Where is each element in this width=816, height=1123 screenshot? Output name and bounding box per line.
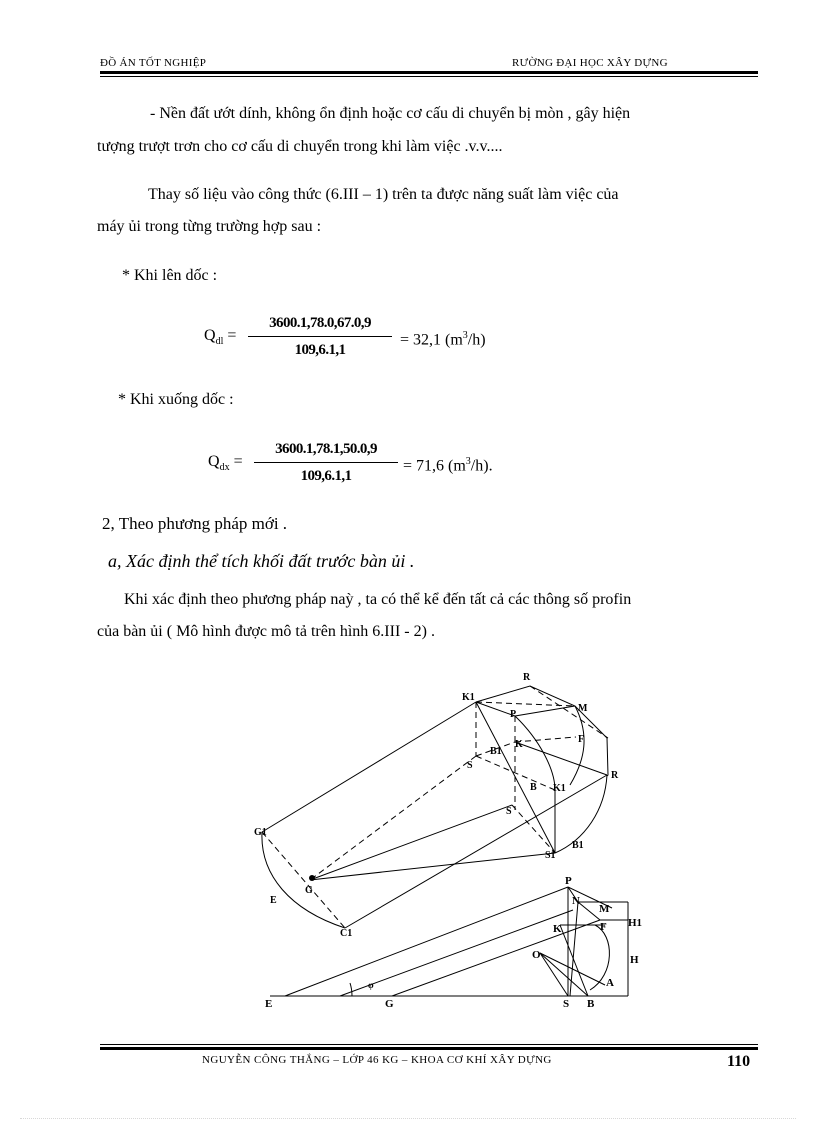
footer-text: NGUYỄN CÔNG THẮNG – LỚP 46 KG – KHOA CƠ KHÍ XÂY DỰNG bbox=[202, 1054, 552, 1066]
figure-phi-arc bbox=[350, 983, 352, 996]
label-r-right: R bbox=[611, 770, 619, 781]
figure-slope-line-1 bbox=[285, 887, 568, 996]
paragraph-1-line-2: tượng trượt trơn cho cơ cấu di chuyển trong khi làm việc .v.v.... bbox=[97, 138, 503, 155]
formula-1-unit-sup: 3 bbox=[462, 330, 468, 341]
formula-2-denominator: 109,6.1,1 bbox=[300, 468, 352, 484]
section-heading: 2, Theo phương pháp mới . bbox=[102, 514, 288, 533]
formula-1-denominator: 109,6.1,1 bbox=[294, 342, 346, 358]
formula-1-fraction-bar bbox=[248, 336, 392, 337]
label-r-top: R bbox=[523, 672, 531, 683]
label-k1: K1 bbox=[462, 692, 475, 703]
formula-2-unit-sup: 3 bbox=[465, 456, 471, 467]
figure-outline-top bbox=[476, 686, 608, 776]
label-m: M bbox=[578, 703, 588, 714]
formula-1-unit-tail: /h) bbox=[467, 331, 486, 349]
page-bottom-border bbox=[20, 1118, 796, 1119]
figure-point-g1 bbox=[309, 875, 315, 881]
figure-k-to-b bbox=[560, 925, 588, 996]
paragraph-2-line-2: máy ủi trong từng trường hợp sau : bbox=[97, 218, 322, 235]
figure-blade-model bbox=[0, 660, 816, 1020]
formula-1-result bbox=[400, 326, 486, 350]
header-left: ĐỒ ÁN TỐT NGHIỆP bbox=[100, 57, 207, 69]
paragraph-3-line-2: của bàn ủi ( Mô hình được mô tả trên hình 6.III - 2) . bbox=[97, 623, 435, 640]
label-p: P bbox=[510, 709, 517, 720]
formula-2-q: Q bbox=[208, 453, 220, 470]
formula-1-q: Q bbox=[204, 327, 216, 344]
header-rule-thin bbox=[100, 76, 758, 77]
label-g-bot: G bbox=[385, 998, 394, 1010]
label-b: B bbox=[530, 782, 537, 793]
label-g1: G1 bbox=[254, 827, 267, 838]
footer-rule-thin bbox=[100, 1044, 758, 1045]
label-b-bot: B bbox=[587, 998, 595, 1010]
formula-1-value: = 32,1 (m bbox=[400, 331, 463, 349]
label-p2: P bbox=[565, 875, 572, 887]
label-e: E bbox=[270, 895, 277, 906]
figure-edge-k-r bbox=[515, 742, 607, 775]
paragraph-3-line-1: Khi xác định theo phương pháp naỳ , ta có thể kể đến tất cả các thông số profin bbox=[124, 591, 632, 608]
label-k: K bbox=[515, 739, 523, 750]
paragraph-1-line-1: - Nền đất ướt dính, không ổn định hoặc cơ cấu di chuyển bị mòn , gây hiện bbox=[150, 105, 631, 122]
label-f2: F bbox=[600, 921, 607, 933]
label-m2: M bbox=[599, 903, 610, 915]
formula-2-fraction bbox=[254, 441, 398, 485]
figure-inner-arc bbox=[515, 716, 555, 790]
label-b1-low: B1 bbox=[572, 840, 584, 851]
formula-2-fraction-bar bbox=[254, 462, 398, 463]
label-a: A bbox=[606, 977, 614, 989]
label-g: G bbox=[305, 885, 313, 896]
case-uphill: * Khi lên dốc : bbox=[122, 267, 218, 284]
case-downhill: * Khi xuống dốc : bbox=[118, 391, 234, 408]
label-f: F bbox=[578, 734, 585, 745]
label-s-bot: S bbox=[563, 998, 570, 1010]
formula-2-value: = 71,6 (m bbox=[403, 457, 466, 475]
page-number: 110 bbox=[727, 1053, 751, 1070]
header-right: RƯỜNG ĐẠI HỌC XÂY DỰNG bbox=[512, 57, 668, 69]
label-b1: B1 bbox=[490, 746, 502, 757]
label-s1: S1 bbox=[545, 850, 556, 861]
paragraph-2-line-1: Thay số liệu vào công thức (6.III – 1) trên ta được năng suất làm việc của bbox=[148, 186, 619, 203]
formula-1-sub: dl bbox=[215, 336, 224, 348]
figure-slope-line-3 bbox=[392, 920, 600, 996]
label-e-bot: E bbox=[265, 998, 273, 1010]
label-o: O bbox=[532, 949, 541, 961]
label-h1: H1 bbox=[628, 917, 643, 929]
label-phi: φ bbox=[368, 980, 374, 990]
formula-1-lhs: $Q_{dl}$ = bbox=[204, 327, 237, 348]
header-rule-thick bbox=[100, 71, 758, 74]
label-h: H bbox=[630, 954, 639, 966]
footer-rule-thick bbox=[100, 1047, 758, 1050]
formula-2-sub: dx bbox=[219, 462, 230, 474]
formula-1-numerator: 3600.1,78.0,67.0,9 bbox=[269, 315, 371, 331]
label-n: N bbox=[572, 895, 580, 907]
label-c1: C1 bbox=[340, 928, 353, 939]
label-s2: S bbox=[506, 806, 512, 817]
figure-p-to-f bbox=[578, 902, 600, 920]
formula-2-result bbox=[403, 452, 493, 476]
label-s-left: S bbox=[467, 760, 473, 771]
figure-inner-arc-2 bbox=[570, 706, 584, 785]
label-k2: K bbox=[553, 923, 562, 935]
subsection-heading: a, Xác định thể tích khối đất trước bàn ủi . bbox=[108, 551, 415, 571]
formula-2-numerator: 3600.1,78.1,50.0,9 bbox=[275, 441, 377, 457]
figure-labels bbox=[254, 672, 642, 1010]
formula-1-fraction bbox=[248, 315, 392, 359]
figure-n-to-s bbox=[570, 902, 578, 996]
figure-edge-k1-g1 bbox=[262, 702, 476, 832]
label-k-lower: K1 bbox=[553, 783, 566, 794]
figure-edge-p-m bbox=[515, 706, 575, 716]
formula-2-lhs: $Q_{dx}$ = bbox=[208, 453, 243, 474]
formula-2-unit-tail: /h). bbox=[470, 457, 493, 475]
